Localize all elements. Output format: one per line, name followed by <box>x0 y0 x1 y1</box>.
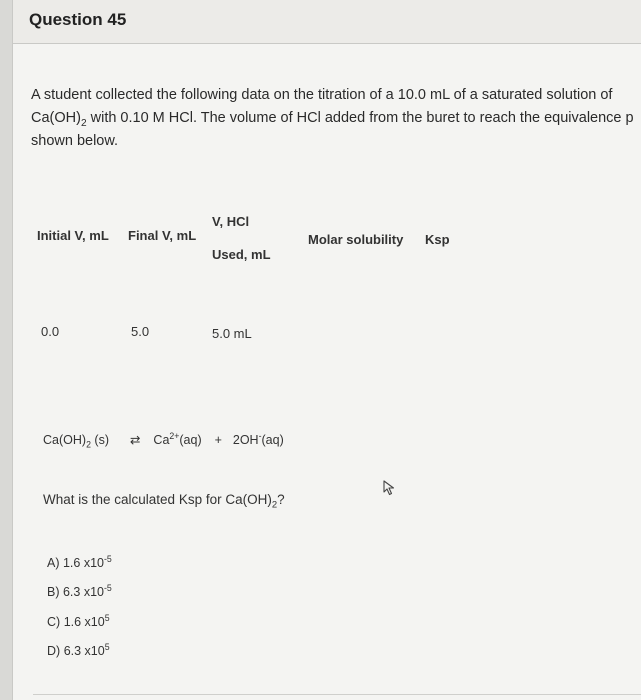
header-vhcl-line2: Used, mL <box>212 247 271 262</box>
question-title: Question 45 <box>29 10 127 29</box>
eq-anion-state: (aq) <box>261 433 284 447</box>
eq-reactant-state: (s) <box>90 433 109 447</box>
option-value: 6.3 x10 <box>62 585 104 599</box>
mouse-pointer-icon <box>383 480 397 501</box>
question-card <box>12 44 641 700</box>
option-b[interactable] <box>47 582 112 599</box>
eq-cation-state: (aq) <box>179 433 202 447</box>
option-letter: D) <box>47 644 61 658</box>
cell-final-volume: 5.0 <box>131 324 150 339</box>
option-value: 6.3 x10 <box>63 644 105 658</box>
stem-line-1: A student collected the following data on the titration of a 10.0 mL of a saturated solution of <box>31 87 613 103</box>
header-molar-solubility: Molar solubility <box>308 232 404 247</box>
header-ksp: Ksp <box>425 232 450 247</box>
ask-post: ? <box>277 492 285 507</box>
stem-formula: Ca(OH) <box>31 110 81 126</box>
header-vhcl-line1: V, HCl <box>212 214 250 229</box>
option-exponent: 5 <box>104 612 110 623</box>
option-exponent: 5 <box>104 641 110 652</box>
option-c[interactable] <box>47 612 110 629</box>
eq-plus: + <box>214 433 222 447</box>
option-exponent: -5 <box>104 553 112 564</box>
question-header <box>12 0 641 44</box>
question-stem <box>31 84 634 153</box>
eq-anion: 2OH <box>232 433 259 447</box>
equilibrium-arrow-icon: ⇄ <box>129 433 141 447</box>
ksp-question <box>43 492 285 511</box>
option-letter: C) <box>47 615 61 629</box>
option-d[interactable] <box>47 641 110 658</box>
eq-anion-sup: - <box>258 430 262 441</box>
eq-cation-sup: 2+ <box>169 430 180 441</box>
stem-line-3: shown below. <box>31 133 119 149</box>
ask-text: What is the calculated Ksp for Ca(OH) <box>43 492 272 507</box>
cell-initial-volume: 0.0 <box>41 324 60 339</box>
header-initial-volume: Initial V, mL <box>37 228 109 243</box>
divider <box>33 694 641 695</box>
header-final-volume: Final V, mL <box>128 228 197 243</box>
dissolution-equation <box>43 430 284 450</box>
option-a[interactable] <box>47 553 112 570</box>
option-letter: A) <box>47 556 60 570</box>
stem-line-2 <box>31 107 634 130</box>
option-exponent: -5 <box>104 582 112 593</box>
stem-formula-sub: 2 <box>80 117 87 129</box>
option-value: 1.6 x10 <box>63 615 105 629</box>
cell-vhcl-used: 5.0 mL <box>212 326 252 341</box>
eq-reactant-sub: 2 <box>86 439 91 450</box>
option-value: 1.6 x10 <box>62 556 104 570</box>
stem-line-2-text: with 0.10 M HCl. The volume of HCl added from the buret to reach the equivalence p <box>86 110 634 126</box>
eq-cation: Ca <box>153 433 170 447</box>
ask-sub: 2 <box>271 499 278 511</box>
option-letter: B) <box>47 585 60 599</box>
eq-reactant: Ca(OH) <box>43 433 87 447</box>
